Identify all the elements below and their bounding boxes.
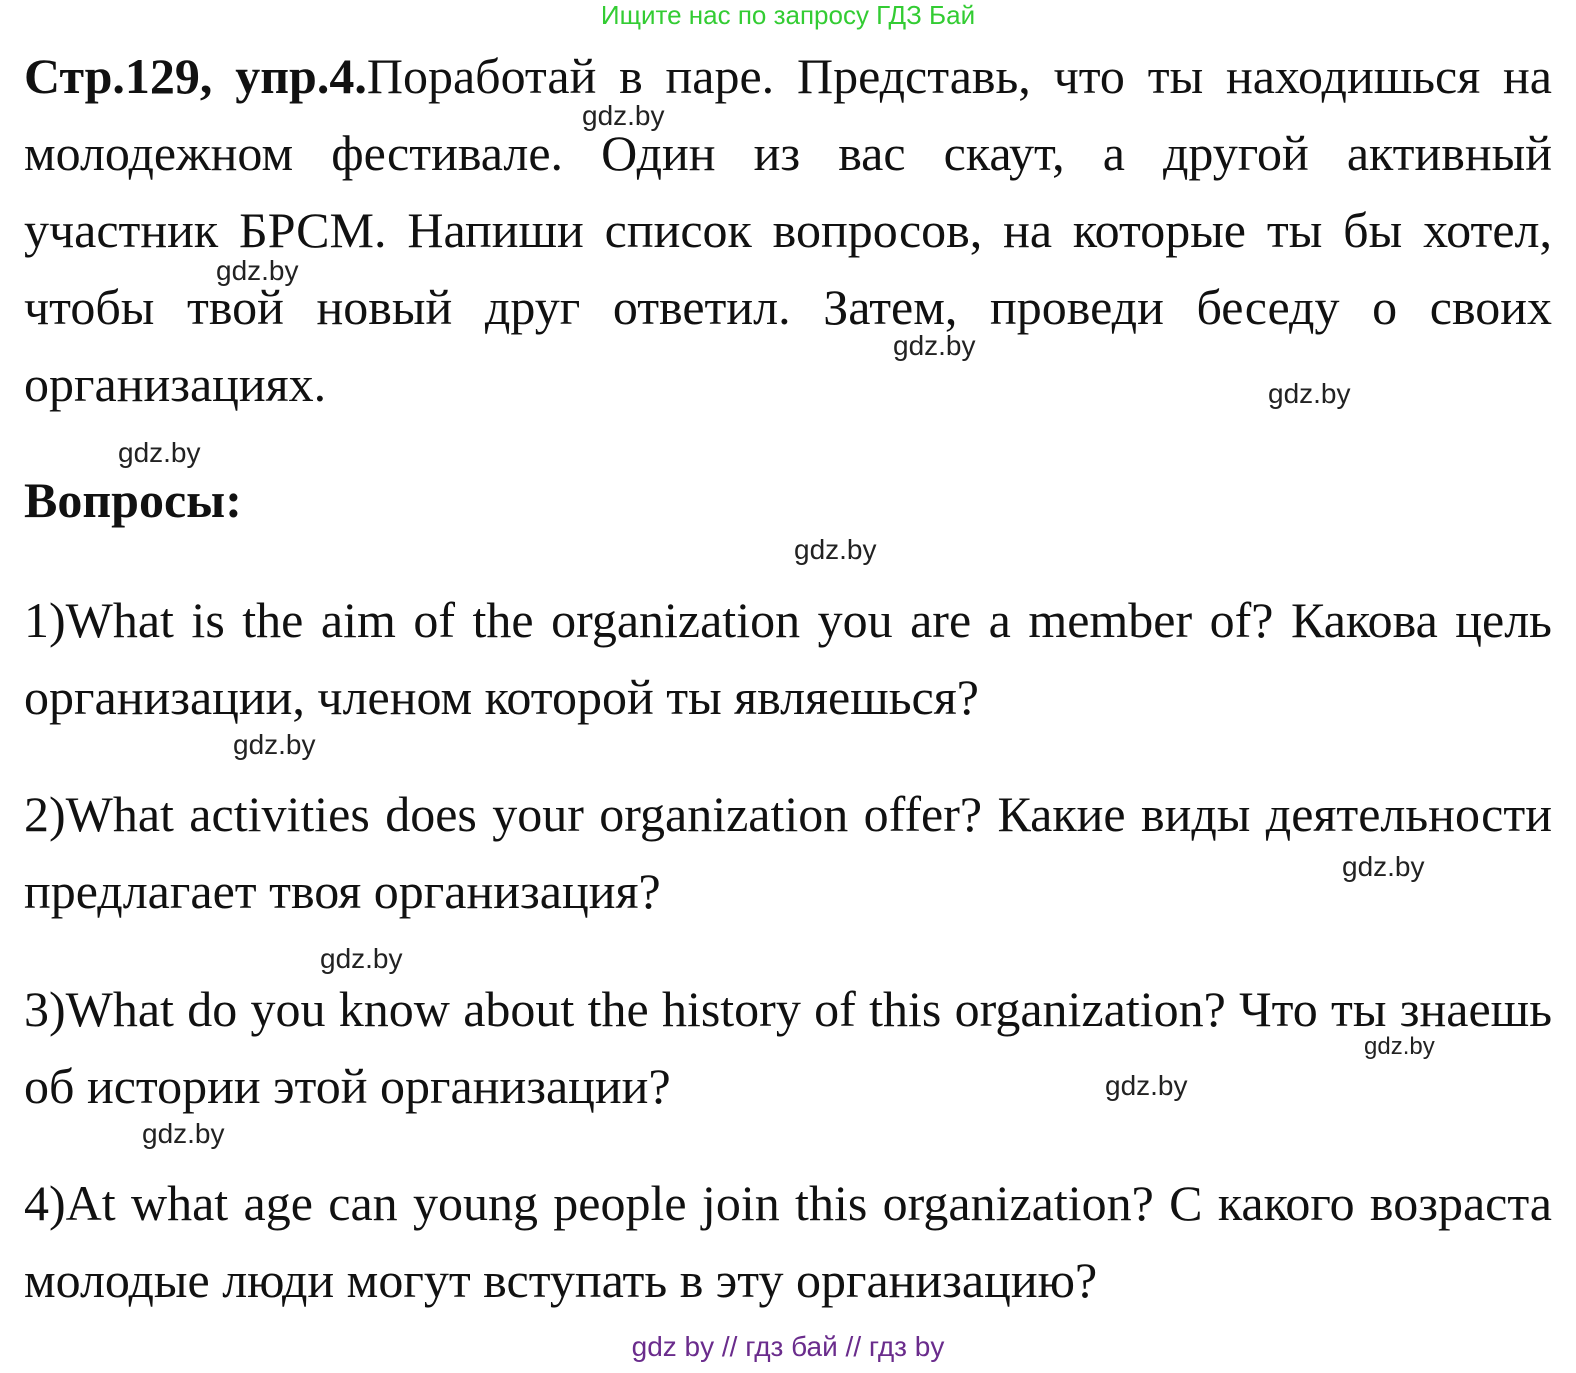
watermark: gdz.by bbox=[216, 255, 299, 286]
questions-heading: Вопросы: bbox=[24, 472, 242, 528]
watermark: gdz.by bbox=[1342, 851, 1425, 882]
watermark: gdz.by bbox=[1364, 1033, 1435, 1060]
question-4: 4)At what age can young people join this organization? С какого возраста молодые люди могут вступать в эту организацию? bbox=[24, 1175, 1552, 1308]
watermark: gdz.by bbox=[1105, 1070, 1188, 1101]
footer-links: gdz by // гдз бай // гдз by bbox=[631, 1331, 945, 1362]
task-text: Поработай в паре. Представь, что ты находишься на молодежном фестивале. Один из вас скаут, а другой активный участник БРСМ. Напиши список вопросов, на которые ты бы хотел, чтобы твой новый друг ответил. Затем, проведи беседу о своих организациях. bbox=[24, 48, 1552, 412]
watermark: gdz.by bbox=[1268, 378, 1351, 409]
question-2: 2)What activities does your organization offer? Какие виды деятельности предлагает твоя организация? bbox=[24, 786, 1552, 919]
question-1: 1)What is the aim of the organization you are a member of? Какова цель организации, членом которой ты являешься? bbox=[24, 592, 1552, 725]
watermark: gdz.by bbox=[794, 534, 877, 565]
watermark: gdz.by bbox=[582, 100, 665, 131]
task-statement bbox=[24, 38, 1552, 423]
question-3: 3)What do you know about the history of this organization? Что ты знаешь об истории этой организации? bbox=[24, 981, 1552, 1114]
top-banner: Ищите нас по запросу ГДЗ Бай bbox=[600, 0, 976, 30]
watermark: gdz.by bbox=[142, 1118, 225, 1149]
watermark: gdz.by bbox=[320, 943, 403, 974]
watermark: gdz.by bbox=[118, 437, 201, 468]
watermark: gdz.by bbox=[893, 330, 976, 361]
watermark: gdz.by bbox=[233, 729, 316, 760]
task-label: Стр.129, упр.4. bbox=[24, 48, 367, 104]
